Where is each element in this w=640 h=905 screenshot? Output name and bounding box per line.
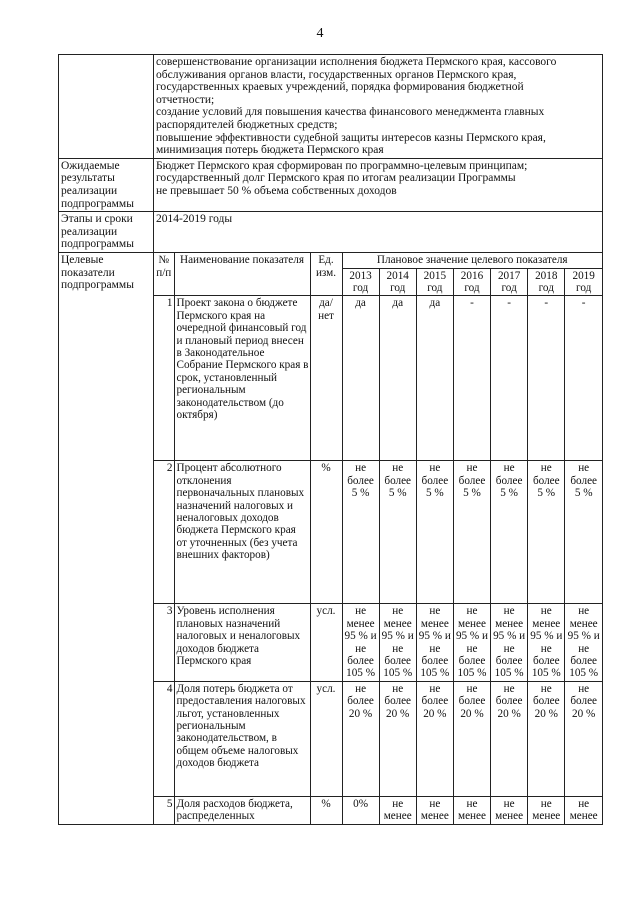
indicator-value: не более 20 %: [379, 681, 416, 796]
indicators-row: [59, 253, 603, 824]
indicator-value: не более 20 %: [453, 681, 490, 796]
indicator-value: -: [453, 296, 490, 461]
indicator-value: не более 20 %: [416, 681, 453, 796]
indicator-value: -: [491, 296, 528, 461]
indicators-header-row: [154, 253, 602, 268]
indicator-unit: да/ нет: [310, 296, 342, 461]
indicator-value: не менее: [565, 796, 602, 823]
indicator-value: не более 20 %: [491, 681, 528, 796]
goals-line: совершенствование организации исполнения бюджета Пермского края, кассового: [156, 56, 557, 68]
indicators-cell: [154, 253, 603, 824]
indicators-table: [154, 253, 602, 823]
expected-results-text: [154, 158, 603, 211]
indicator-value: не более 5 %: [491, 461, 528, 604]
indicator-name: Уровень исполнения плановых назначений налоговых и неналоговых доходов бюджета Пермского края: [174, 604, 310, 681]
goals-line: государственных краевых учреждений, порядка формирования бюджетной: [156, 81, 524, 94]
indicators-label: Целевые показатели подпрограммы: [59, 253, 154, 824]
results-line: государственный долг Пермского края по итогам реализации Программы: [156, 172, 516, 185]
goals-continuation-row: [59, 55, 603, 159]
header-year: 2013 год: [342, 268, 379, 296]
indicator-value: не более 5 %: [528, 461, 565, 604]
indicator-value: не более 5 %: [342, 461, 379, 604]
goals-line: отчетности;: [156, 93, 215, 106]
indicator-value: да: [379, 296, 416, 461]
goals-line: минимизация потерь бюджета Пермского края: [156, 144, 384, 157]
indicator-num: 1: [154, 296, 174, 461]
indicator-value: не менее: [453, 796, 490, 823]
indicator-value: не менее: [491, 796, 528, 823]
stages-row: [59, 212, 603, 253]
indicator-value: не менее 95 % и не более 105 %: [342, 604, 379, 681]
indicator-value: не менее 95 % и не более 105 %: [528, 604, 565, 681]
header-name: Наименование показателя: [174, 253, 310, 296]
indicator-name: Доля потерь бюджета от предоставления налоговых льгот, установленных региональным законодательством, в общем объеме налоговых доходов бюджета: [174, 681, 310, 796]
expected-results-label: Ожидаемые результаты реализации подпрограммы: [59, 158, 154, 211]
indicator-value: не более 20 %: [528, 681, 565, 796]
goals-line: повышение эффективности судебной защиты интересов казны Пермского края,: [156, 131, 546, 144]
page-number: 4: [316, 26, 324, 41]
indicator-value: не более 20 %: [565, 681, 602, 796]
indicator-value: -: [528, 296, 565, 461]
header-plan: Плановое значение целевого показателя: [342, 253, 602, 268]
indicator-value: не более 5 %: [565, 461, 602, 604]
header-year: 2017 год: [491, 268, 528, 296]
indicator-value: не более 20 %: [342, 681, 379, 796]
indicator-unit: %: [310, 796, 342, 823]
results-line: не превышает 50 % объема собственных доходов: [156, 184, 397, 197]
indicator-num: 4: [154, 681, 174, 796]
indicator-unit: усл.: [310, 681, 342, 796]
indicator-name: Доля расходов бюджета, распределенных: [174, 796, 310, 823]
goals-line: создание условий для повышения качества финансового менеджмента главных: [156, 106, 545, 119]
goals-line: обслуживания органов власти, государственных органов Пермского края,: [156, 68, 517, 81]
indicator-value: не менее: [528, 796, 565, 823]
indicator-value: не менее 95 % и не более 105 %: [379, 604, 416, 681]
indicator-value: не более 5 %: [416, 461, 453, 604]
header-year: 2014 год: [379, 268, 416, 296]
goals-label-cell: [59, 55, 154, 159]
indicator-row-2: [154, 461, 602, 604]
goals-line: распорядителей бюджетных средств;: [156, 118, 338, 131]
indicator-value: не менее 95 % и не более 105 %: [491, 604, 528, 681]
indicator-unit: %: [310, 461, 342, 604]
indicator-value: не менее 95 % и не более 105 %: [453, 604, 490, 681]
indicator-value: не менее: [379, 796, 416, 823]
indicator-name: Процент абсолютного отклонения первоначальных плановых назначений налоговых и неналоговых доходов бюджета Пермского края от уточненных (без учета внешних факторов): [174, 461, 310, 604]
header-year: 2018 год: [528, 268, 565, 296]
indicator-value: -: [565, 296, 602, 461]
indicator-value: не более 5 %: [453, 461, 490, 604]
stages-label: Этапы и сроки реализации подпрограммы: [59, 212, 154, 253]
header-year: 2016 год: [453, 268, 490, 296]
results-line: Бюджет Пермского края сформирован по программно-целевым принципам;: [156, 159, 528, 172]
indicator-value: да: [342, 296, 379, 461]
indicator-value: не менее 95 % и не более 105 %: [565, 604, 602, 681]
indicator-value: 0%: [342, 796, 379, 823]
indicator-name: Проект закона о бюджете Пермского края на очередной финансовый год и плановый период внесен в Законодательное Собрание Пермского края в срок, установленный региональным законодательством (до октября): [174, 296, 310, 461]
indicator-num: 3: [154, 604, 174, 681]
indicator-value: не более 5 %: [379, 461, 416, 604]
indicator-row-5: [154, 796, 602, 823]
indicator-num: 2: [154, 461, 174, 604]
indicator-num: 5: [154, 796, 174, 823]
indicator-row-1: [154, 296, 602, 461]
header-num: № п/п: [154, 253, 174, 296]
indicator-row-3: [154, 604, 602, 681]
stages-value: 2014-2019 годы: [154, 212, 603, 253]
header-year: 2019 год: [565, 268, 602, 296]
indicator-value: да: [416, 296, 453, 461]
header-unit: Ед. изм.: [310, 253, 342, 296]
indicator-value: не менее: [416, 796, 453, 823]
indicator-value: не менее 95 % и не более 105 %: [416, 604, 453, 681]
subprogram-passport-table: [58, 54, 603, 825]
indicator-row-4: [154, 681, 602, 796]
header-year: 2015 год: [416, 268, 453, 296]
indicator-unit: усл.: [310, 604, 342, 681]
expected-results-row: [59, 158, 603, 211]
goals-text-cell: [154, 55, 603, 159]
